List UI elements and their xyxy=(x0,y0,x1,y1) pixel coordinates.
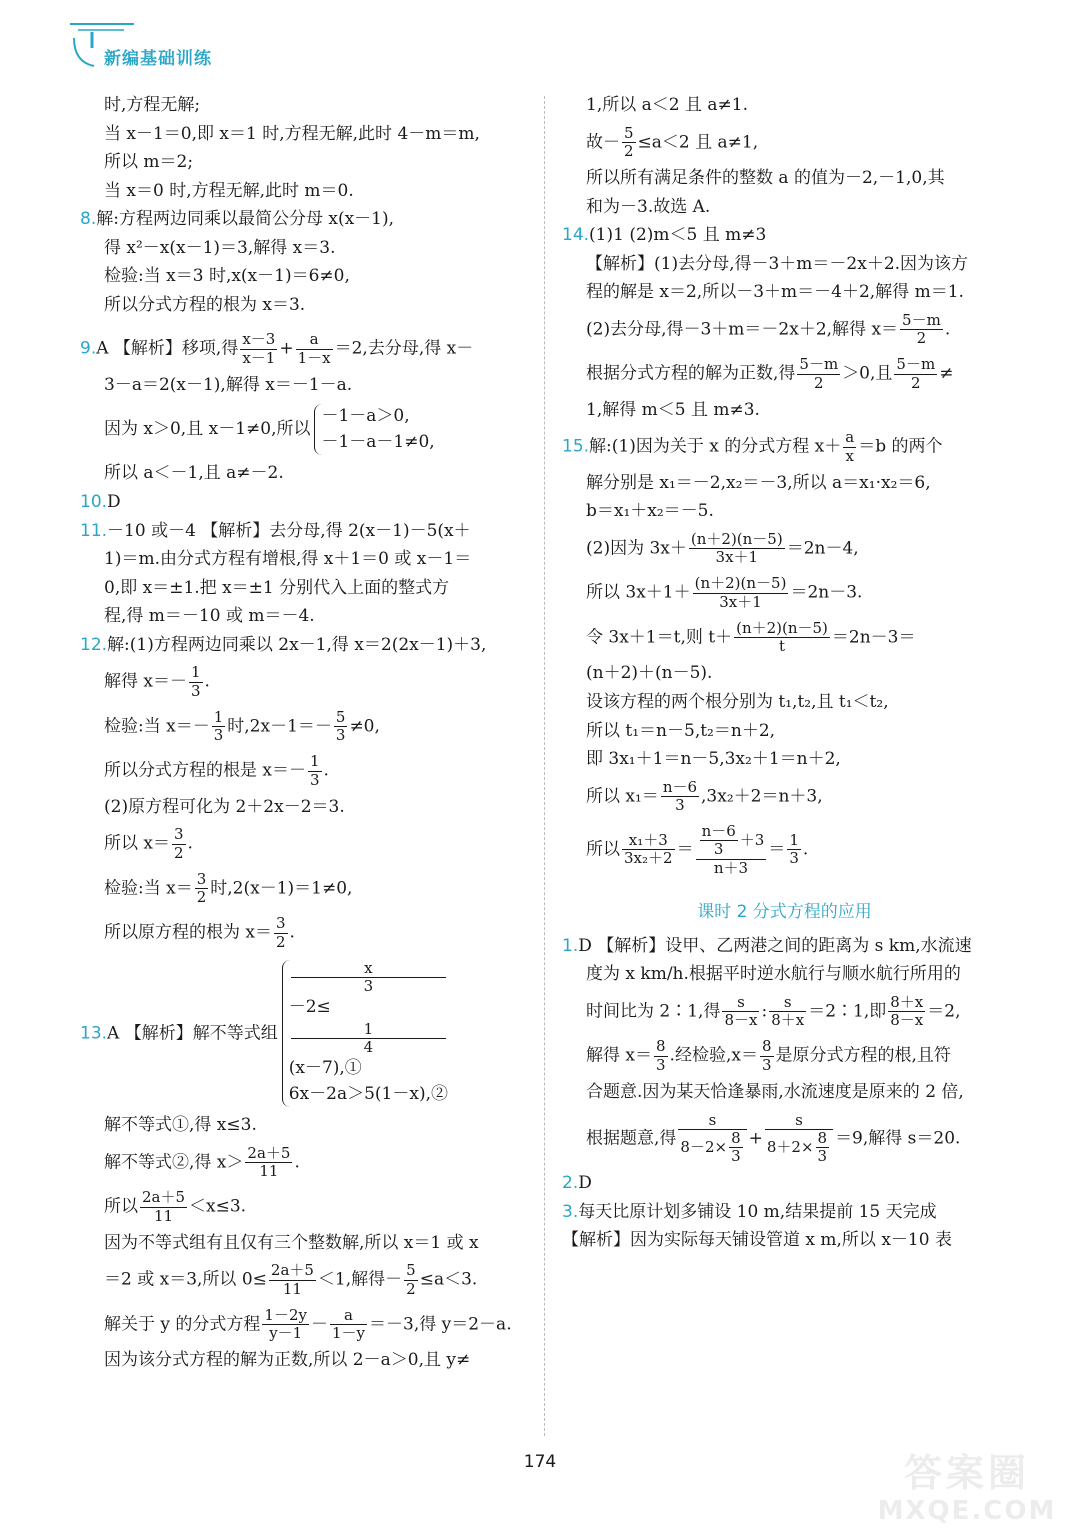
question-15: 15.解:(1)因为关于 x 的分式方程 x＋ $\frac{a}{x}$ ＝b 的两个 xyxy=(562,428,943,465)
text-line: 时,方程无解; xyxy=(104,95,201,115)
text-line: 1,解得 m＜5 且 m≠3. xyxy=(586,399,760,420)
fraction: $\frac{a}{1-x}$ xyxy=(297,330,331,367)
question-11: 11.－10 或－4 【解析】去分母,得 2(x－1)－5(x＋ xyxy=(80,520,471,541)
column-divider xyxy=(544,96,545,1436)
text-line: 所以原方程的根为 x＝ $\frac{3}{2}$ . xyxy=(104,914,295,951)
text-line: (2)原方程可化为 2＋2x－2＝3. xyxy=(104,796,345,817)
watermark-url: MXQE.COM xyxy=(877,1496,1057,1526)
text-line: ＝2 或 x＝3,所以 0≤ $\frac{2a+5}{11}$ ＜1,解得－ $\frac{5}{2}$ ≤a＜3. xyxy=(104,1261,478,1298)
text-line: (n＋2)＋(n－5). xyxy=(586,663,713,684)
left-column xyxy=(80,96,530,1371)
text-line: 根据题意,得 s 8－2× $\frac{8}{3}$ + s 8＋2× $\frac{8}{3}$ ＝9,解得 s＝20. xyxy=(586,1110,961,1165)
text-line: 所以 a＜－1,且 a≠－2. xyxy=(104,463,284,484)
question-9: 9.A 【解析】移项,得 $\frac{x-3}{x-1}$ + $\frac{a}{1-x}$ ＝2,去分母,得 x－ xyxy=(80,330,474,367)
question-number: 2. xyxy=(562,1173,579,1194)
text-line: 检验:当 x＝ $\frac{3}{2}$ 时,2(x－1)＝1≠0, xyxy=(104,869,353,907)
complex-fraction: $\frac{n-6}{3}$ ＋3 n＋3 xyxy=(696,823,767,877)
text-line: 所以所有满足条件的整数 a 的值为－2,－1,0,其 xyxy=(586,168,945,189)
text-line: 1)＝m.由分式方程有增根,得 x＋1＝0 或 x－1＝ xyxy=(104,549,472,570)
text-line: 当 x＝0 时,方程无解,此时 m＝0. xyxy=(104,180,354,201)
text-line: 即 3x₁＋1＝n－5,3x₂＋1＝n＋2, xyxy=(586,749,841,770)
problem-1: 1.D 【解析】设甲、乙两港之间的距离为 s km,水流速 xyxy=(562,935,972,956)
text-line: 3－a＝2(x－1),解得 x＝－1－a. xyxy=(104,374,353,395)
text-line: 程,得 m＝－10 或 m＝－4. xyxy=(104,606,315,627)
text-line: 所以 x＝ $\frac{3}{2}$ . xyxy=(104,825,193,862)
text-line: b＝x₁＋x₂＝－5. xyxy=(586,501,714,522)
right-column xyxy=(562,96,1007,1251)
text-line: 根据分式方程的解为正数,得 $\frac{5-m}{2}$ ＞0,且 $\frac{5-m}{2}$ ≠ xyxy=(586,355,954,392)
text-line: 解不等式①,得 x≤3. xyxy=(104,1115,257,1136)
text-line: 得 x²－x(x－1)＝3,解得 x＝3. xyxy=(104,237,336,258)
watermark-text: 答案圈 xyxy=(903,1451,1030,1495)
text-line: (2)去分母,得－3＋m＝－2x＋2,解得 x＝ $\frac{5-m}{2}$ . xyxy=(586,310,951,348)
text-line: 所以分式方程的根是 x＝－ $\frac{1}{3}$ . xyxy=(104,752,329,789)
text-line: (2)因为 3x＋ $\frac{(n+2)(n-5)}{3x+1}$ ＝2n－4, xyxy=(586,529,859,567)
question-number: 15. xyxy=(562,436,590,457)
text-line: 【解析】(1)去分母,得－3＋m＝－2x＋2.因为该方 xyxy=(586,253,969,274)
text-line: 所以 m＝2; xyxy=(104,152,194,173)
text-line: 1,所以 a＜2 且 a≠1. xyxy=(586,95,748,115)
text-line: 所以分式方程的根为 x＝3. xyxy=(104,294,306,315)
text-line: 度为 x km/h.根据平时逆水航行与顺水航行所用的 xyxy=(586,964,961,985)
text-line: 当 x－1＝0,即 x＝1 时,方程无解,此时 4－m＝m, xyxy=(104,123,480,144)
text-line: 故－ $\frac{5}{2}$ ≤a＜2 且 a≠1, xyxy=(586,123,759,160)
text-line: 设该方程的两个根分别为 t₁,t₂,且 t₁＜t₂, xyxy=(586,691,889,712)
fraction: $\frac{x-3}{x-1}$ xyxy=(242,330,276,367)
text-line: 所以 3x＋1＋ $\frac{(n+2)(n-5)}{3x+1}$ ＝2n－3. xyxy=(586,574,863,611)
text-line: 所以 $\frac{2a+5}{11}$ ＜x≤3. xyxy=(104,1188,247,1225)
text-line: 解关于 y 的分式方程 $\frac{1-2y}{y-1}$ － $\frac{a}{1-y}$ ＝－3,得 y＝2－a. xyxy=(104,1305,512,1343)
question-number: 9. xyxy=(80,338,97,359)
problem-2: 2.D xyxy=(562,1173,592,1194)
text-line: 合题意.因为某天恰逢暴雨,水流速度是原来的 2 倍, xyxy=(586,1081,964,1102)
question-number: 11. xyxy=(80,520,108,541)
text-line: 检验:当 x＝3 时,x(x－1)＝6≠0, xyxy=(104,266,350,287)
text-line: 解得 x＝ $\frac{8}{3}$ .经检验,x＝ $\frac{8}{3}$ 是原分式方程的根,且符 xyxy=(586,1037,951,1074)
text-line: 解不等式②,得 x＞ $\frac{2a+5}{11}$ . xyxy=(104,1143,300,1181)
question-number: 13. xyxy=(80,1023,108,1044)
text-line: 令 3x＋1＝t,则 t＋ $\frac{(n+2)(n-5)}{t}$ ＝2n－3＝ xyxy=(586,618,916,656)
problem-3: 3.每天比原计划多铺设 10 m,结果提前 15 天完成 xyxy=(562,1201,937,1222)
text-line: 所以 t₁＝n－5,t₂＝n＋2, xyxy=(586,720,776,741)
question-number: 10. xyxy=(80,491,108,512)
section-title: 课时 2 分式方程的应用 xyxy=(697,901,872,922)
equation-system: －1－a＞0, －1－a－1≠0, xyxy=(314,404,434,455)
question-number: 8. xyxy=(80,209,97,230)
question-number: 1. xyxy=(562,935,579,956)
text-line: 因为不等式组有且仅有三个整数解,所以 x＝1 或 x xyxy=(104,1232,479,1253)
question-12: 12.解:(1)方程两边同乘以 2x－1,得 x＝2(2x－1)＋3, xyxy=(80,634,487,655)
text-line: 【解析】因为实际每天铺设管道 x m,所以 x－10 表 xyxy=(562,1230,952,1251)
text-line: 和为－3.故选 A. xyxy=(586,196,711,217)
text-line: 解分别是 x₁＝－2,x₂＝－3,所以 a＝x₁·x₂＝6, xyxy=(586,472,931,493)
book-series-title: 新编基础训练 xyxy=(104,49,212,69)
text-line: 因为 x＞0,且 x－1≠0,所以 －1－a＞0, －1－a－1≠0, xyxy=(80,404,530,455)
question-number: 3. xyxy=(562,1201,579,1222)
page-number: 174 xyxy=(523,1452,557,1472)
inequality-system: x 3 －2≤ 1 4 (x－7),① 6x－2a＞5(1－x),② xyxy=(282,960,448,1108)
text-line: 所以 $\frac{\text{x₁＋3}}{\text{3x₂＋2}}$ ＝ $\frac{n-6}{3}$ ＋3 n＋3 ＝ $\frac{1}{3}$ . xyxy=(586,822,809,877)
book-header xyxy=(64,18,264,74)
watermark-logo xyxy=(872,1442,1062,1526)
question-number: 12. xyxy=(80,634,108,655)
text-line: 时间比为 2∶1,得 $\frac{s}{8-x}$ : $\frac{s}{8+x}$ ＝2∶1,即 $\frac{8+x}{8-x}$ ＝2, xyxy=(586,992,961,1030)
text-line: 所以 x₁＝ $\frac{n-6}{3}$ ,3x₂＋2＝n＋3, xyxy=(586,777,823,814)
question-number: 14. xyxy=(562,225,590,246)
question-10: 10.D xyxy=(80,491,121,512)
question-13: 13.A 【解析】解不等式组 x 3 －2≤ 1 4 (x－7),① 6x－2a＞5(1－x),② xyxy=(80,960,530,1108)
text-line: 解得 x＝－ $\frac{1}{3}$ . xyxy=(104,663,210,700)
text-line: 程的解是 x＝2,所以－3＋m＝－4＋2,解得 m＝1. xyxy=(586,282,964,303)
text-line: 0,即 x＝±1.把 x＝±1 分别代入上面的整式方 xyxy=(104,577,450,598)
question-14: 14.(1)1 (2)m＜5 且 m≠3 xyxy=(562,225,767,246)
question-8: 8.解:方程两边同乘以最简公分母 x(x－1), xyxy=(80,209,395,230)
text-line: 检验:当 x＝－ $\frac{1}{3}$ 时,2x－1＝－ $\frac{5}{3}$ ≠0, xyxy=(104,707,380,744)
text-line: 因为该分式方程的解为正数,所以 2－a＞0,且 y≠ xyxy=(104,1350,471,1371)
